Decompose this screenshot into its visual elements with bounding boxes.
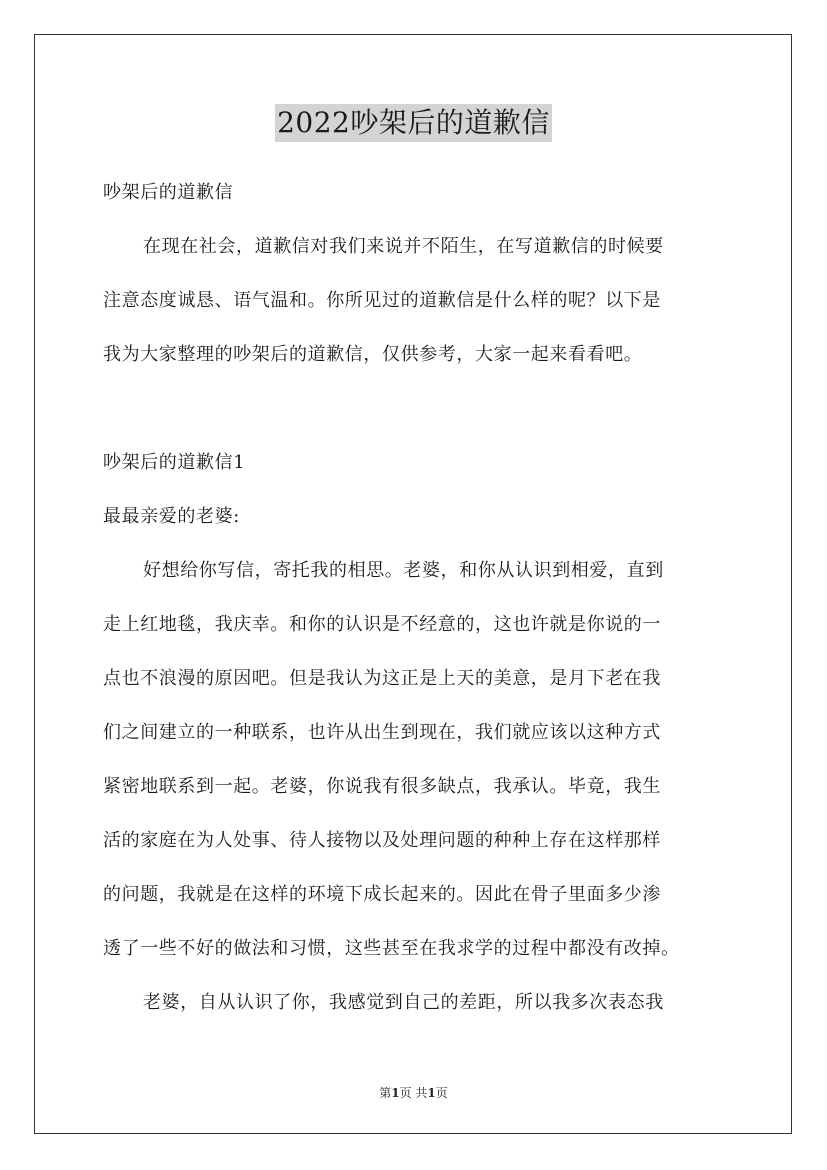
- page-footer: [0, 1084, 827, 1101]
- document-body: [103, 178, 743, 1042]
- blank-line: [103, 394, 743, 448]
- paragraph-line: 紧密地联系到一起。老婆，你说我有很多缺点，我承认。毕竟，我生: [103, 776, 661, 797]
- intro-line: 注意态度诚恳、语气温和。你所见过的道歉信是什么样的呢？以下是: [103, 290, 661, 311]
- subtitle: 吵架后的道歉信: [103, 182, 234, 203]
- paragraph-line: 走上红地毯，我庆幸。和你的认识是不经意的，这也许就是你说的一: [103, 614, 661, 635]
- page-total: 1: [427, 1086, 436, 1100]
- paragraph-line: 老婆，自从认识了你，我感觉到自己的差距，所以我多次表态我: [143, 992, 664, 1013]
- salutation: 最最亲爱的老婆:: [103, 506, 240, 527]
- page-label-prefix: 第: [379, 1086, 392, 1100]
- page-current: 1: [391, 1086, 400, 1100]
- title-container: [0, 104, 827, 142]
- paragraph-line: 的问题，我就是在这样的环境下成长起来的。因此在骨子里面多少渗: [103, 884, 661, 905]
- page-label-suffix: 页: [435, 1086, 448, 1100]
- paragraph-line: 点也不浪漫的原因吧。但是我认为这正是上天的美意，是月下老在我: [103, 668, 661, 689]
- page-label-mid: 页 共: [399, 1086, 428, 1100]
- paragraph-line: 们之间建立的一种联系，也许从出生到现在，我们就应该以这种方式: [103, 722, 661, 743]
- paragraph-line: 好想给你写信，寄托我的相思。老婆，和你从认识到相爱，直到: [143, 560, 664, 581]
- paragraph-line: 活的家庭在为人处事、待人接物以及处理问题的种种上存在这样那样: [103, 830, 661, 851]
- document-title: 2022吵架后的道歉信: [275, 104, 552, 142]
- intro-line: 我为大家整理的吵架后的道歉信，仅供参考，大家一起来看看吧。: [103, 344, 643, 365]
- intro-line: 在现在社会，道歉信对我们来说并不陌生，在写道歉信的时候要: [143, 236, 664, 257]
- section-heading: 吵架后的道歉信1: [103, 452, 246, 473]
- paragraph-line: 透了一些不好的做法和习惯，这些甚至在我求学的过程中都没有改掉。: [103, 938, 680, 959]
